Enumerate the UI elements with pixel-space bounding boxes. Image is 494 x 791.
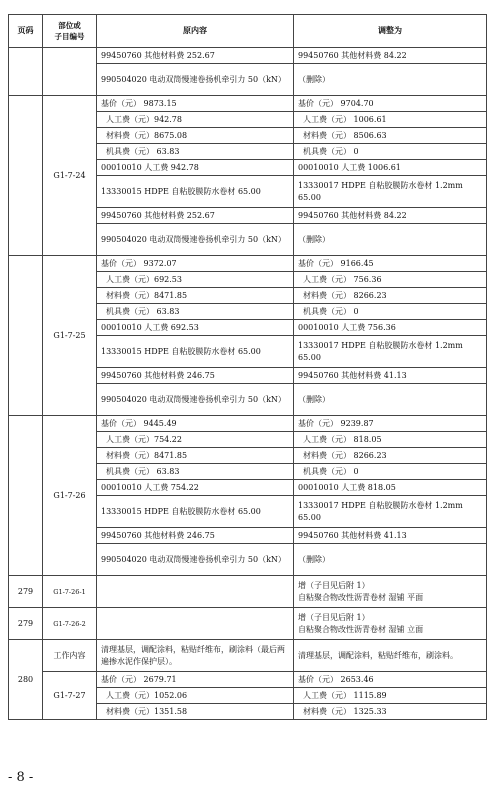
original-cell: 基价（元） 2679.71 [97,672,294,688]
adjusted-cell: （删除） [294,384,487,416]
original-cell: 人工费（元）754.22 [97,432,294,448]
original-cell: 材料费（元）8471.85 [97,448,294,464]
item-code-cell: 工作内容 [43,640,97,672]
adjusted-cell: 13330017 HDPE 自粘胶膜防水卷材 1.2mm 65.00 [294,496,487,528]
adjusted-cell: 机具费（元） 0 [294,464,487,480]
table-row [9,576,487,608]
adjusted-cell: （删除） [294,64,487,96]
adjusted-cell: 99450760 其他材料费 41.13 [294,368,487,384]
page-cell [9,416,43,576]
original-cell: 13330015 HDPE 自粘胶膜防水卷材 65.00 [97,336,294,368]
table-row [9,608,487,640]
item-code-cell: G1-7-24 [43,96,97,256]
adjusted-cell: 99450760 其他材料费 84.22 [294,48,487,64]
header-original: 原内容 [97,15,294,48]
adjusted-cell: 人工费（元） 1006.61 [294,112,487,128]
item-code-cell: G1-7-25 [43,256,97,416]
table-row [9,672,487,688]
header-page: 页码 [9,15,43,48]
adjusted-cell: 基价（元） 9166.45 [294,256,487,272]
original-cell: 990504020 电动双筒慢速卷扬机牵引力 50（kN） [97,64,294,96]
item-code-cell: G1-7-26 [43,416,97,576]
adjusted-cell: 13330017 HDPE 自粘胶膜防水卷材 1.2mm 65.00 [294,336,487,368]
original-cell: 99450760 其他材料费 246.75 [97,528,294,544]
original-cell: 99450760 其他材料费 252.67 [97,208,294,224]
adjusted-cell: 增（子目见后附 1） 自粘聚合物改性沥青卷材 湿铺 立面 [294,608,487,640]
page-cell: 279 [9,576,43,608]
header-row [9,15,487,48]
page-cell: 279 [9,608,43,640]
original-cell: 机具费（元） 63.83 [97,144,294,160]
original-cell [97,576,294,608]
table-row [9,640,487,672]
page-cell [9,96,43,256]
original-cell: 99450760 其他材料费 246.75 [97,368,294,384]
original-cell: 人工费（元）692.53 [97,272,294,288]
adjusted-cell: 00010010 人工费 756.36 [294,320,487,336]
table-row [9,96,487,112]
original-cell: 材料费（元）8675.08 [97,128,294,144]
page-cell [9,256,43,416]
original-cell: 00010010 人工费 942.78 [97,160,294,176]
adjusted-cell: 人工费（元） 1115.89 [294,688,487,704]
adjusted-cell: 人工费（元） 818.05 [294,432,487,448]
original-cell: 00010010 人工费 692.53 [97,320,294,336]
header-adjusted: 调整为 [294,15,487,48]
original-cell: 99450760 其他材料费 252.67 [97,48,294,64]
adjusted-cell: 材料费（元） 1325.33 [294,704,487,720]
adjustment-table [8,14,487,720]
adjusted-cell: 人工费（元） 756.36 [294,272,487,288]
page-cell [9,48,43,96]
page-cell: 280 [9,640,43,720]
adjusted-cell: 材料费（元） 8266.23 [294,448,487,464]
original-cell: 人工费（元）1052.06 [97,688,294,704]
adjusted-cell: 00010010 人工费 1006.61 [294,160,487,176]
original-cell: 材料费（元）8471.85 [97,288,294,304]
adjusted-cell: 99450760 其他材料费 84.22 [294,208,487,224]
original-cell: 990504020 电动双筒慢速卷扬机牵引力 50（kN） [97,544,294,576]
adjusted-cell: 机具费（元） 0 [294,144,487,160]
item-code-cell: G1-7-26-1 [43,576,97,608]
adjusted-cell: 13330017 HDPE 自粘胶膜防水卷材 1.2mm 65.00 [294,176,487,208]
original-cell [97,608,294,640]
adjusted-cell: （删除） [294,224,487,256]
table-row [9,256,487,272]
adjusted-cell: 增（子目见后附 1） 自粘聚合物改性沥青卷材 湿铺 平面 [294,576,487,608]
original-cell: 材料费（元）1351.58 [97,704,294,720]
original-cell: 13330015 HDPE 自粘胶膜防水卷材 65.00 [97,496,294,528]
adjusted-cell: 00010010 人工费 818.05 [294,480,487,496]
original-cell: 基价（元） 9372.07 [97,256,294,272]
original-cell: 990504020 电动双筒慢速卷扬机牵引力 50（kN） [97,224,294,256]
table-row [9,48,487,64]
original-cell: 机具费（元） 63.83 [97,464,294,480]
adjusted-cell: 基价（元） 9239.87 [294,416,487,432]
item-code-cell: G1-7-27 [43,672,97,720]
original-cell: 990504020 电动双筒慢速卷扬机牵引力 50（kN） [97,384,294,416]
original-cell: 基价（元） 9445.49 [97,416,294,432]
adjusted-cell: （删除） [294,544,487,576]
original-cell: 人工费（元）942.78 [97,112,294,128]
adjusted-cell: 清理基层，调配涂料，粘贴纤维布，刷涂料。 [294,640,487,672]
adjusted-cell: 基价（元） 9704.70 [294,96,487,112]
original-cell: 基价（元） 9873.15 [97,96,294,112]
adjusted-cell: 基价（元） 2653.46 [294,672,487,688]
original-cell: 13330015 HDPE 自粘胶膜防水卷材 65.00 [97,176,294,208]
item-code-cell [43,48,97,96]
adjusted-cell: 机具费（元） 0 [294,304,487,320]
header-item-code: 部位或 子目编号 [43,15,97,48]
adjusted-cell: 材料费（元） 8266.23 [294,288,487,304]
adjusted-cell: 材料费（元） 8506.63 [294,128,487,144]
table-row [9,416,487,432]
original-cell: 机具费（元） 63.83 [97,304,294,320]
item-code-cell: G1-7-26-2 [43,608,97,640]
page-number: - 8 - [8,770,34,785]
original-cell: 00010010 人工费 754.22 [97,480,294,496]
adjusted-cell: 99450760 其他材料费 41.13 [294,528,487,544]
original-cell: 清理基层，调配涂料，粘贴纤维布，刷涂料（最后两遍掺水泥作保护层）。 [97,640,294,672]
